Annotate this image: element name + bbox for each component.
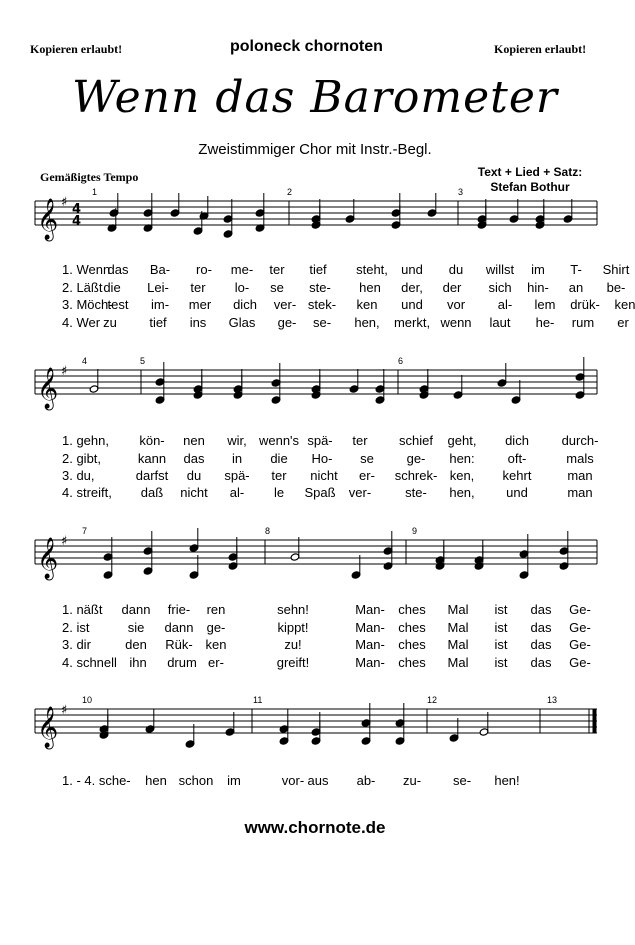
syllable: kehrt <box>502 468 532 483</box>
syllable: die <box>270 451 288 466</box>
time-signature-top: 4 <box>72 202 82 217</box>
syllable: oft- <box>507 451 527 466</box>
syllable: den <box>125 637 147 652</box>
syllable: ro- <box>196 262 212 277</box>
syllable: wenn <box>440 315 472 330</box>
syllable: sehn! <box>277 602 309 617</box>
syllable: das <box>183 451 205 466</box>
measure-number: 3 <box>458 187 464 197</box>
verse-line <box>40 315 629 331</box>
copy-notice-left: Kopieren erlaubt! <box>30 42 123 56</box>
syllable: in <box>231 451 243 466</box>
verse-line <box>40 637 600 653</box>
syllable: spä- <box>307 433 333 448</box>
syllable: Man- <box>355 655 385 670</box>
syllable: Lei- <box>147 280 169 295</box>
syllable: hen, <box>354 315 380 330</box>
syllable: me- <box>230 262 254 277</box>
syllable: Man- <box>355 620 385 635</box>
syllable: du <box>186 468 202 483</box>
syllable: mals <box>566 451 594 466</box>
syllable: dann <box>164 620 194 635</box>
final-barline-thick <box>593 709 596 733</box>
treble-clef-icon: 𝄞 <box>37 707 59 748</box>
syllable: frie- <box>167 602 191 617</box>
syllable: tief <box>309 262 327 277</box>
syllable: Mal <box>447 620 469 635</box>
key-signature-sharp-icon: ♯ <box>61 703 68 718</box>
verse-line <box>40 620 600 636</box>
syllable: ches <box>398 620 426 635</box>
treble-clef-icon: 𝄞 <box>37 199 59 240</box>
syllable: geht, <box>447 433 477 448</box>
syllable: ge- <box>206 620 226 635</box>
syllable: das <box>530 637 552 652</box>
verse-line <box>40 280 626 296</box>
syllable: se <box>360 451 374 466</box>
footer-url: www.chornote.de <box>244 818 386 837</box>
syllable: T- <box>570 262 582 277</box>
syllable: lem <box>534 297 556 312</box>
syllable: der, <box>401 280 423 295</box>
syllable: zu- <box>402 773 422 788</box>
verse-number-syllable: 2. Läßt <box>62 280 103 295</box>
syllable: ihn <box>129 655 147 670</box>
syllable: steht, <box>356 262 388 277</box>
syllable: darfst <box>135 468 169 483</box>
syllable: se- <box>452 773 472 788</box>
measure-number: 7 <box>82 526 88 536</box>
syllable: und <box>401 297 423 312</box>
syllable: mer <box>188 297 212 312</box>
syllable: lo- <box>234 280 250 295</box>
syllable: ter <box>352 433 368 448</box>
time-signature-bottom: 4 <box>72 214 82 229</box>
syllable: vor- <box>281 773 305 788</box>
syllable: dann <box>121 602 151 617</box>
syllable: schrek- <box>394 468 438 483</box>
syllable: ste- <box>309 280 331 295</box>
syllable: das <box>530 602 552 617</box>
syllable: er- <box>208 655 224 670</box>
syllable: vor <box>446 297 466 312</box>
syllable: sich <box>488 280 512 295</box>
measure-number: 1 <box>92 187 98 197</box>
verse-line <box>40 773 600 789</box>
measure-number: 2 <box>287 187 293 197</box>
song-subtitle: Zweistimmiger Chor mit Instr.-Begl. <box>198 141 432 158</box>
syllable: Rük- <box>165 637 193 652</box>
syllable: ist <box>494 602 508 617</box>
syllable: daß <box>140 485 164 500</box>
verse-number-syllable: 4. streift, <box>62 485 112 500</box>
syllable: Ba- <box>149 262 171 277</box>
credits-author: Stefan Bothur <box>490 180 570 194</box>
syllable: se <box>270 280 284 295</box>
key-signature-sharp-icon: ♯ <box>61 364 68 379</box>
verse-line <box>40 468 600 484</box>
credits-label: Text + Lied + Satz: <box>477 165 583 179</box>
syllable: ge- <box>406 451 426 466</box>
syllable: nen <box>183 433 205 448</box>
syllable: die <box>103 280 121 295</box>
syllable: wir, <box>227 433 247 448</box>
syllable: ches <box>398 637 426 652</box>
syllable: wenn's <box>258 433 300 448</box>
syllable: ter <box>190 280 206 295</box>
brand-name: poloneck chornoten <box>230 38 383 55</box>
copy-notice-right: Kopieren erlaubt! <box>494 42 587 56</box>
syllable: willst <box>485 262 515 277</box>
syllable: stek- <box>307 297 337 312</box>
verse-number-syllable: 1. gehn, <box>62 433 109 448</box>
syllable: Mal <box>447 655 469 670</box>
syllable: le <box>273 485 285 500</box>
syllable: hen <box>145 773 167 788</box>
syllable: hen! <box>494 773 520 788</box>
syllable: ken, <box>449 468 475 483</box>
syllable: ren <box>206 602 226 617</box>
syllable: Mal <box>447 637 469 652</box>
syllable: ab- <box>356 773 376 788</box>
verse-line <box>40 485 600 501</box>
verse-number-syllable: 4. schnell <box>62 655 117 670</box>
syllable: ver- <box>273 297 297 312</box>
syllable: du <box>448 262 464 277</box>
measure-number: 12 <box>427 695 438 705</box>
verse-number-syllable: 1. Wenn <box>62 262 111 277</box>
key-signature-sharp-icon: ♯ <box>61 195 68 210</box>
measure-number: 4 <box>82 356 88 366</box>
measure-number: 8 <box>265 526 271 536</box>
verse-number-syllable: 3. Möch- <box>62 297 113 312</box>
song-title: Wenn das Barometer <box>72 72 558 123</box>
verse-number-syllable: 4. Wer <box>62 315 101 330</box>
syllable: im <box>531 262 545 277</box>
measure-number: 6 <box>398 356 404 366</box>
measure-number: 9 <box>412 526 418 536</box>
syllable: und <box>506 485 528 500</box>
syllable: er <box>617 315 629 330</box>
syllable: kippt! <box>277 620 309 635</box>
syllable: ter <box>269 262 285 277</box>
syllable: be- <box>606 280 626 295</box>
syllable: Shirt <box>602 262 630 277</box>
syllable: ste- <box>405 485 427 500</box>
syllable: hin- <box>527 280 549 295</box>
verse-line <box>40 451 600 467</box>
syllable: ken <box>205 637 227 652</box>
syllable: tief <box>149 315 167 330</box>
syllable: man <box>567 485 593 500</box>
syllable: spä- <box>224 468 250 483</box>
syllable: Spaß <box>304 485 336 500</box>
measure-number: 10 <box>82 695 93 705</box>
treble-clef-icon: 𝄞 <box>37 368 59 409</box>
syllable: laut <box>489 315 511 330</box>
syllable: test <box>107 297 129 312</box>
syllable: merkt, <box>393 315 431 330</box>
verse-number-syllable: 2. ist <box>62 620 90 635</box>
syllable: im- <box>150 297 170 312</box>
syllable: schon <box>178 773 214 788</box>
syllable: zu <box>103 315 117 330</box>
syllable: er- <box>359 468 375 483</box>
syllable: Mal <box>447 602 469 617</box>
syllable: das <box>530 620 552 635</box>
verse-number-syllable: 1. - 4. sche- <box>62 773 131 788</box>
syllable: ist <box>494 620 508 635</box>
syllable: nicht <box>180 485 208 500</box>
syllable: und <box>401 262 423 277</box>
measure-number: 5 <box>140 356 146 366</box>
syllable: schief <box>399 433 433 448</box>
syllable: das <box>107 262 129 277</box>
syllable: nicht <box>310 468 338 483</box>
syllable: se- <box>312 315 332 330</box>
syllable: ist <box>494 637 508 652</box>
syllable: dich <box>233 297 257 312</box>
syllable: an <box>568 280 584 295</box>
verse-line <box>40 262 630 278</box>
syllable: Ho- <box>311 451 333 466</box>
syllable: drum <box>167 655 197 670</box>
verse-number-syllable: 3. dir <box>62 637 91 652</box>
syllable: al- <box>229 485 245 500</box>
syllable: hen, <box>449 485 475 500</box>
syllable: das <box>530 655 552 670</box>
syllable: aus <box>307 773 329 788</box>
syllable: he- <box>535 315 555 330</box>
syllable: zu! <box>284 637 302 652</box>
syllable: man <box>567 468 593 483</box>
verse-line <box>40 297 635 313</box>
verse-line <box>40 655 600 671</box>
syllable: drük- <box>570 297 600 312</box>
syllable: durch- <box>561 433 599 448</box>
verse-number-syllable: 2. gibt, <box>62 451 102 466</box>
syllable: ches <box>398 655 426 670</box>
syllable: kön- <box>139 433 165 448</box>
syllable: rum <box>571 315 595 330</box>
verse-line <box>40 433 600 449</box>
measure-number: 13 <box>547 695 558 705</box>
measure-number: 11 <box>253 695 263 705</box>
syllable: hen <box>359 280 381 295</box>
syllable: ken <box>614 297 635 312</box>
syllable: ins <box>189 315 207 330</box>
syllable: Ge- <box>569 655 591 670</box>
syllable: Glas <box>228 315 256 330</box>
syllable: ver- <box>348 485 372 500</box>
syllable: ches <box>398 602 426 617</box>
syllable: dich <box>505 433 529 448</box>
syllable: ge- <box>277 315 297 330</box>
syllable: ken <box>356 297 378 312</box>
syllable: Man- <box>355 637 385 652</box>
verse-number-syllable: 1. näßt <box>62 602 103 617</box>
syllable: ist <box>494 655 508 670</box>
syllable: sie <box>127 620 145 635</box>
verse-line <box>40 602 600 618</box>
syllable: ter <box>271 468 287 483</box>
key-signature-sharp-icon: ♯ <box>61 534 68 549</box>
syllable: Man- <box>355 602 385 617</box>
syllable: Ge- <box>569 637 591 652</box>
syllable: Ge- <box>569 620 591 635</box>
treble-clef-icon: 𝄞 <box>37 538 59 579</box>
verse-number-syllable: 3. du, <box>62 468 95 483</box>
syllable: greift! <box>276 655 310 670</box>
syllable: kann <box>137 451 167 466</box>
syllable: hen: <box>449 451 475 466</box>
syllable: im <box>227 773 241 788</box>
syllable: al- <box>497 297 513 312</box>
syllable: der <box>442 280 462 295</box>
syllable: Ge- <box>569 602 591 617</box>
tempo-marking: Gemäßigtes Tempo <box>40 170 139 184</box>
